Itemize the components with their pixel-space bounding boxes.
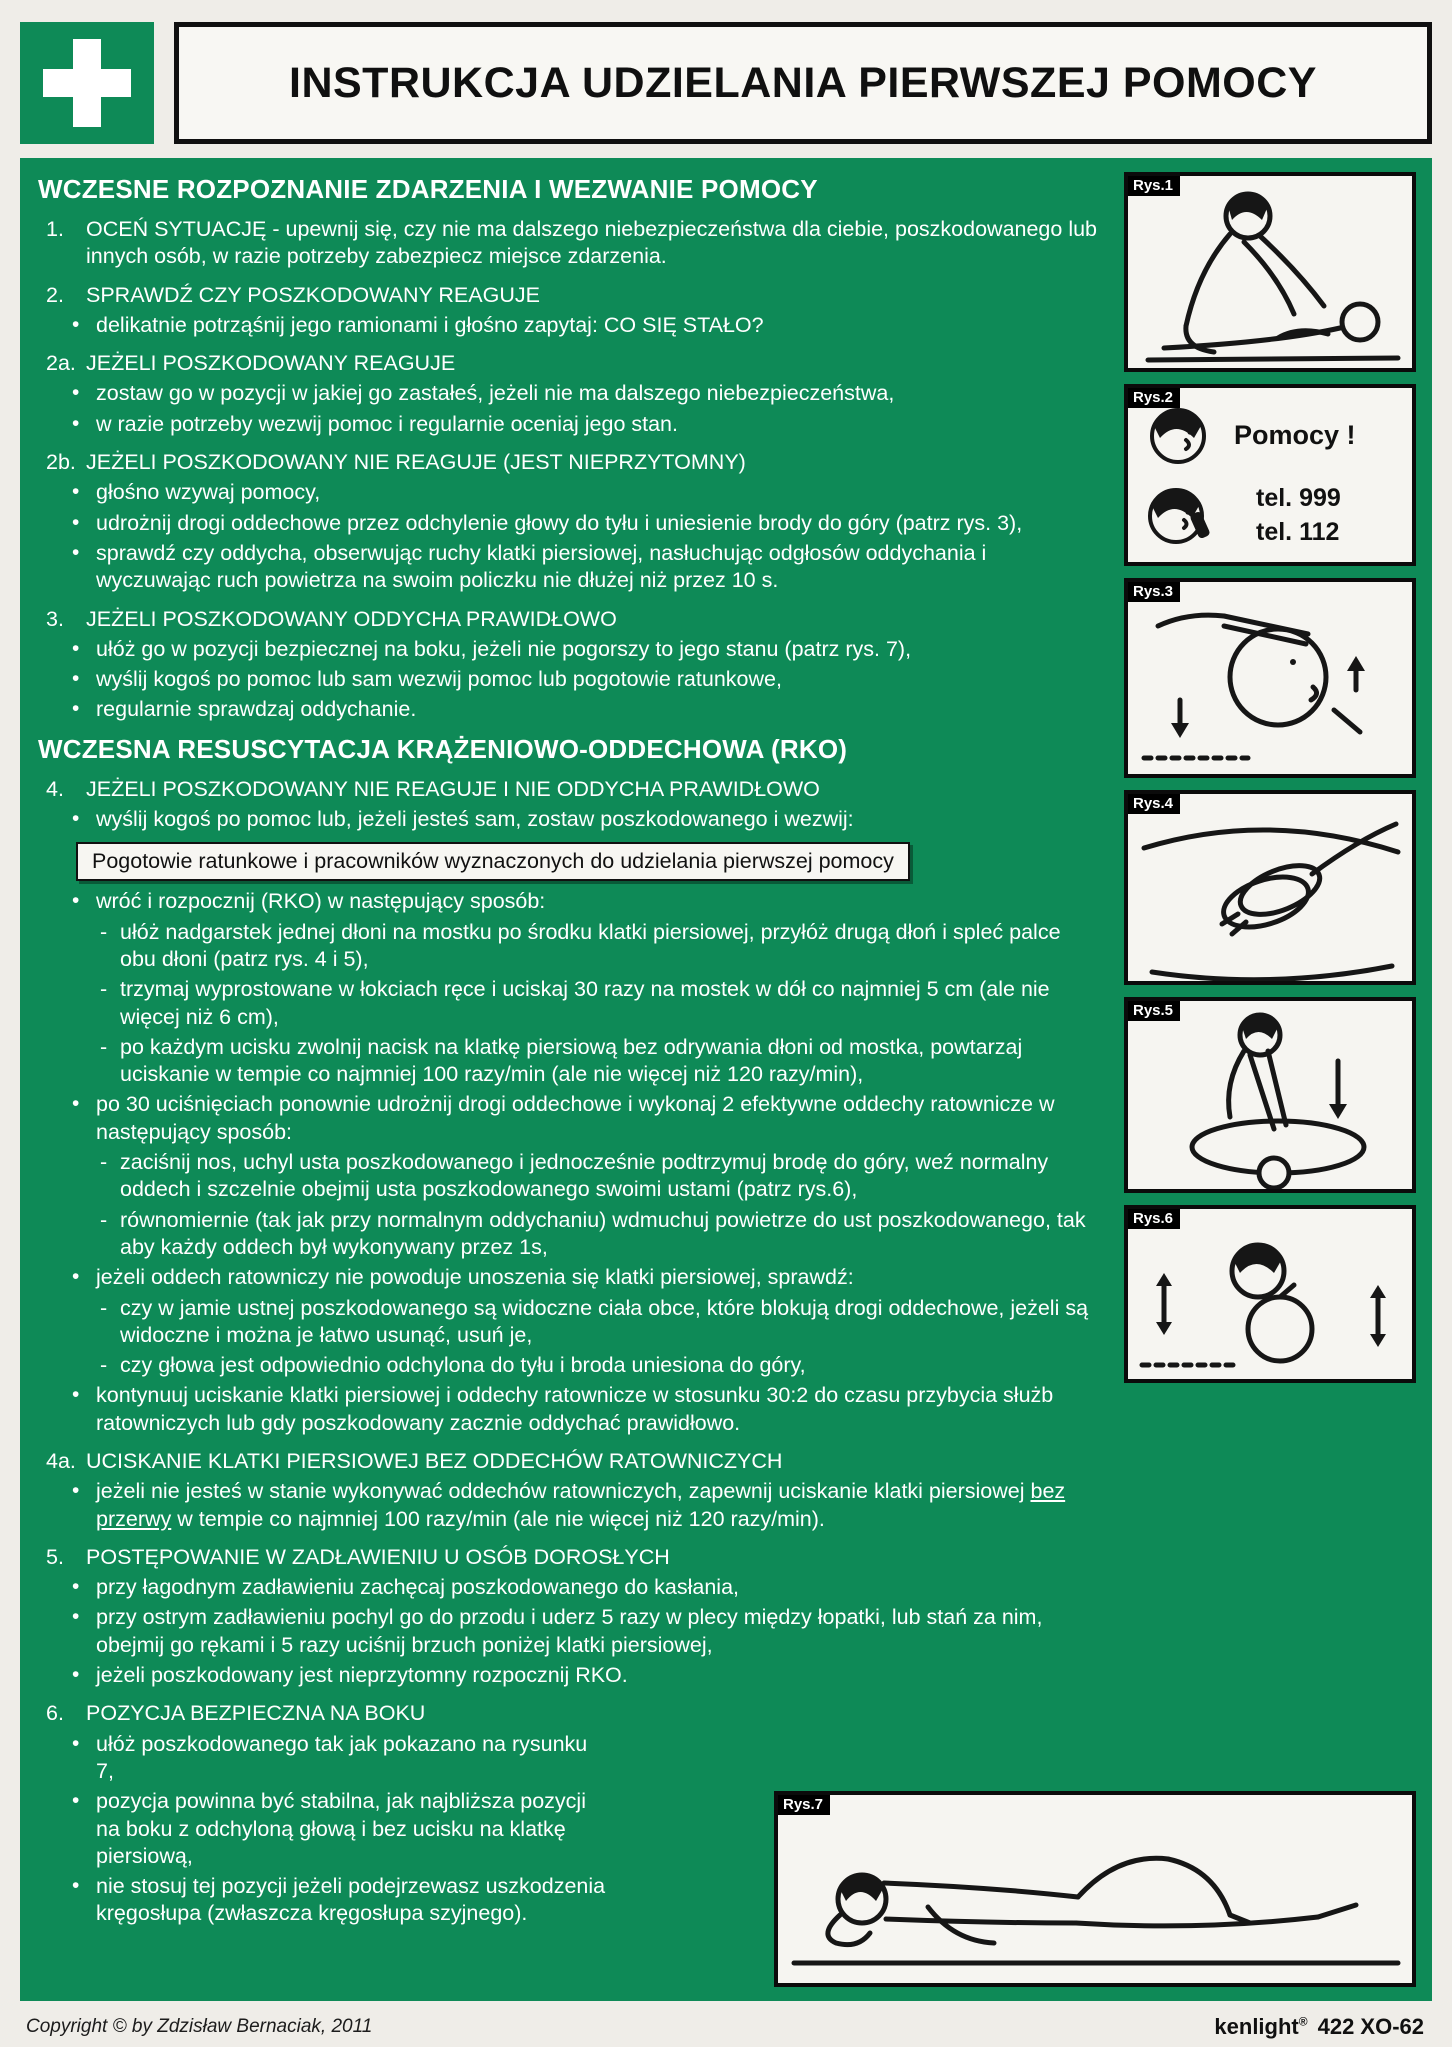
bullet-text: przy łagodnym zadławieniu zachęcaj poszkodowanego do kasłania, [96, 1575, 740, 1600]
bullet-item [38, 636, 1100, 663]
bullet-text: w razie potrzeby wezwij pomoc i regularnie oceniaj jego stan. [96, 411, 678, 436]
bullet-item [38, 888, 1100, 915]
numbered-item [38, 216, 1100, 271]
help-callout: Pomocy ! [1234, 420, 1356, 450]
poster-footer [20, 2001, 1432, 2047]
item-number: 4a. [46, 1448, 76, 1473]
bullet-marker: • [72, 381, 80, 405]
numbered-item [38, 449, 1100, 476]
numbered-item [38, 776, 1100, 803]
bullet-marker: • [72, 636, 80, 660]
bullet-marker: • [72, 1092, 80, 1116]
bullet-text: jeżeli oddech ratowniczy nie powoduje unoszenia się klatki piersiowej, sprawdź: [96, 1265, 854, 1290]
bullet-item [38, 1604, 1100, 1659]
bullet-marker: - [100, 977, 108, 1002]
bullet-marker: - [100, 1295, 108, 1320]
first-aid-cross-box [20, 22, 154, 144]
sub-item [38, 1034, 1100, 1089]
bullet-marker: • [72, 1874, 80, 1898]
item-title: OCEŃ SYTUACJĘ - upewnij się, czy nie ma dalszego niebezpieczeństwa dla ciebie, poszkodowanego lub innych osób, w razie potrzeby zabezpiecz miejsce zdarzenia. [86, 217, 1098, 269]
tel-112: tel. 112 [1256, 517, 1340, 546]
bullet-item [38, 411, 1100, 438]
bullet-text: czy głowa jest odpowiednio odchylona do tyłu i broda uniesiona do góry, [120, 1353, 806, 1378]
figure-label: Rys.2 [1128, 388, 1180, 408]
item-title: POZYCJA BEZPIECZNA NA BOKU [86, 1701, 426, 1726]
bullet-text: sprawdź czy oddycha, obserwując ruchy klatki piersiowej, nasłuchując odgłosów oddychania i wyczuwając ruch powietrza na swoim policzku nie dłużej niż przez 10 s. [96, 540, 987, 593]
bullet-marker: • [72, 411, 80, 435]
figure-rys6 [1124, 1205, 1416, 1383]
bullet-text: wyślij kogoś po pomoc lub sam wezwij pomoc lub pogotowie ratunkowe, [96, 667, 782, 692]
bullet-item [38, 1662, 1100, 1689]
callout-box: Pogotowie ratunkowe i pracowników wyznaczonych do udzielania pierwszej pomocy [76, 842, 910, 881]
bullet-text: równomiernie (tak jak przy normalnym oddychaniu) wdmuchuj powietrze do ust poszkodowanego, tak aby każdy oddech był wykonywany przez 1s, [120, 1207, 1086, 1259]
bullet-marker: - [100, 1353, 108, 1378]
bullet-marker: • [72, 889, 80, 913]
rys3-illustration-icon [1128, 582, 1412, 774]
bullet-marker: - [100, 1150, 108, 1175]
bullet-text: trzymaj wyprostowane w łokciach ręce i uciskaj 30 razy na mostek w dół co najmniej 5 cm (ale nie więcej niż 6 cm), [120, 977, 1050, 1029]
copyright-text: Copyright © by Zdzisław Bernaciak, 2011 [26, 2016, 373, 2037]
bullet-marker: - [100, 1207, 108, 1232]
title-box [174, 22, 1432, 144]
figure-label: Rys.1 [1128, 176, 1180, 196]
tel-999: tel. 999 [1256, 484, 1341, 512]
bullet-item [38, 479, 1100, 506]
item-number: 2. [46, 282, 64, 307]
product-code: 422 XO-62 [1317, 2014, 1424, 2039]
item-title: UCISKANIE KLATKI PIERSIOWEJ BEZ ODDECHÓW RATOWNICZYCH [86, 1448, 783, 1473]
bullet-text: głośno wzywaj pomocy, [96, 480, 321, 505]
figure-rys7 [774, 1791, 1416, 1987]
section-heading: WCZESNE ROZPOZNANIE ZDARZENIA I WEZWANIE POMOCY [38, 174, 818, 204]
bullet-item [38, 1091, 1100, 1146]
bullet-text: wróć i rozpocznij (RKO) w następujący sposób: [96, 889, 546, 914]
item-title: JEŻELI POSZKODOWANY REAGUJE [86, 351, 456, 376]
sub-item [38, 1207, 1100, 1262]
item-title: JEŻELI POSZKODOWANY NIE REAGUJE I NIE ODDYCHA PRAWIDŁOWO [86, 776, 820, 801]
item-title: POSTĘPOWANIE W ZADŁAWIENIU U OSÓB DOROSŁYCH [86, 1544, 670, 1569]
sub-item [38, 1149, 1100, 1204]
figure-column [1124, 172, 1416, 1383]
bullet-marker: • [72, 540, 80, 564]
bullet-text: wyślij kogoś po pomoc lub, jeżeli jesteś sam, zostaw poszkodowanego i wezwij: [96, 807, 854, 832]
bullet-marker: • [72, 1575, 80, 1599]
item-number: 4. [46, 776, 64, 801]
figure-rys1 [1124, 172, 1416, 372]
numbered-item [38, 350, 1100, 377]
figure-rys3 [1124, 578, 1416, 778]
bullet-text: delikatnie potrząśnij jego ramionami i głośno zapytaj: CO SIĘ STAŁO? [96, 312, 764, 337]
bullet-item [38, 510, 1100, 537]
figure-label: Rys.7 [778, 1795, 830, 1815]
numbered-item [38, 1544, 1100, 1571]
item-number: 2a. [46, 351, 76, 376]
item-title: JEŻELI POSZKODOWANY NIE REAGUJE (JEST NIEPRZYTOMNY) [86, 450, 746, 475]
figure-rys4 [1124, 790, 1416, 985]
numbered-item [38, 1700, 1100, 1727]
bullet-text: przy ostrym zadławieniu pochyl go do przodu i uderz 5 razy w plecy między łopatki, lub stań za nim, obejmij go rękami i 5 razy uciśnij brzuch poniżej klatki piersiowej, [96, 1605, 1043, 1657]
bullet-text: ułóż go w pozycji bezpiecznej na boku, jeżeli nie pogorszy to jego stanu (patrz rys. 7), [96, 636, 912, 661]
sub-item [38, 919, 1100, 974]
bullet-marker: • [72, 480, 80, 504]
bullet-item [38, 380, 1100, 407]
bullet-text: jeżeli nie jesteś w stanie wykonywać oddechów ratowniczych, zapewnij uciskanie klatki piersiowej bez przerwy w tempie co najmniej 100 razy/min (ale nie więcej niż 120 razy/min). [96, 1479, 1066, 1531]
section-heading: WCZESNA RESUSCYTACJA KRĄŻENIOWO-ODDECHOWA (RKO) [38, 733, 848, 764]
figure-label: Rys.4 [1128, 794, 1180, 814]
numbered-item [38, 606, 1100, 633]
bullet-marker: - [100, 1034, 108, 1059]
figure-label: Rys.6 [1128, 1209, 1180, 1229]
bullet-item [38, 1574, 1100, 1601]
bullet-item [38, 1382, 1100, 1437]
rys7-illustration-icon [778, 1795, 1412, 1983]
rys4-illustration-icon [1128, 794, 1412, 981]
rys5-illustration-icon [1128, 1001, 1412, 1189]
bullet-marker: • [72, 312, 80, 336]
bullet-text: zaciśnij nos, uchyl usta poszkodowanego i jednocześnie podtrzymuj brodę do góry, weź normalny oddech i szczelnie obejmij usta poszkodowanego swoimi ustami (patrz rys.6), [120, 1150, 1049, 1202]
bullet-marker: • [72, 1479, 80, 1503]
numbered-item [38, 1448, 1100, 1475]
bullet-text: ułóż poszkodowanego tak jak pokazano na rysunku 7, [96, 1731, 588, 1783]
bullet-item [38, 1731, 1100, 1786]
item-number: 3. [46, 606, 64, 631]
figure-label: Rys.3 [1128, 582, 1180, 602]
bullet-text: po każdym ucisku zwolnij nacisk na klatkę piersiową bez odrywania dłoni od mostka, powtarzaj uciskanie w tempie co najmniej 100 razy/min (ale nie więcej niż 120 razy/min), [120, 1034, 1023, 1087]
content-column [38, 174, 1100, 1928]
bullet-marker: • [72, 1663, 80, 1687]
bullet-item [38, 806, 1100, 833]
bullet-text: kontynuuj uciskanie klatki piersiowej i oddechy ratownicze w stosunku 30:2 do czasu przybycia służb ratowniczych lub gdy poszkodowany zacznie oddychać prawidłowo. [96, 1383, 1054, 1435]
figure-rys5 [1124, 997, 1416, 1193]
bullet-marker: - [100, 919, 108, 944]
item-number: 1. [46, 217, 64, 241]
item-number: 6. [46, 1701, 64, 1726]
bullet-item [38, 1264, 1100, 1291]
bullet-text: nie stosuj tej pozycji jeżeli podejrzewasz uszkodzenia kręgosłupa (zwłaszcza kręgosłupa szyjnego). [96, 1874, 606, 1926]
item-number: 5. [46, 1544, 64, 1569]
bullet-marker: • [72, 807, 80, 831]
poster-title: INSTRUKCJA UDZIELANIA PIERWSZEJ POMOCY [289, 58, 1317, 107]
sub-item [38, 976, 1100, 1031]
numbered-item [38, 282, 1100, 309]
bullet-text: jeżeli poszkodowany jest nieprzytomny rozpocznij RKO. [96, 1663, 628, 1688]
bullet-item [38, 666, 1100, 693]
bullet-text: czy w jamie ustnej poszkodowanego są widoczne ciała obce, które blokują drogi oddechowe, jeżeli są widoczne i można je łatwo usunąć, usuń je, [120, 1295, 1089, 1347]
bullet-text: ułóż nadgarstek jednej dłoni na mostku po środku klatki piersiowej, przyłóż drugą dłoń i spleć palce obu dłoni (patrz rys. 4 i 5), [120, 919, 1061, 971]
figure-label: Rys.5 [1128, 1001, 1180, 1021]
bullet-text: zostaw go w pozycji w jakiej go zastałeś, jeżeli nie ma dalszego niebezpieczeństwa, [96, 381, 895, 406]
bullet-item [38, 1478, 1100, 1533]
item-title: SPRAWDŹ CZY POSZKODOWANY REAGUJE [86, 282, 540, 307]
brand-mark [1214, 2014, 1424, 2040]
item-title: JEŻELI POSZKODOWANY ODDYCHA PRAWIDŁOWO [86, 606, 617, 631]
bullet-text: pozycja powinna być stabilna, jak najbliższa pozycji na boku z odchyloną głową i bez ucisku na klatkę piersiową, [96, 1789, 586, 1868]
bullet-item [38, 696, 1100, 723]
bullet-marker: • [72, 1605, 80, 1629]
emergency-phone-numbers [1256, 482, 1341, 550]
bullet-marker: • [72, 697, 80, 721]
bullet-marker: • [72, 1731, 80, 1755]
bullet-item [38, 312, 1100, 339]
bullet-marker: • [72, 1383, 80, 1407]
poster-header [20, 22, 1432, 144]
sub-item [38, 1295, 1100, 1350]
brand-name: kenlight [1214, 2014, 1299, 2039]
first-aid-cross-icon [43, 39, 131, 127]
bullet-text: po 30 uciśnięciach ponownie udrożnij drogi oddechowe i wykonaj 2 efektywne oddechy ratownicze w następujący sposób: [96, 1092, 1055, 1144]
sub-item [38, 1352, 1100, 1379]
bullet-marker: • [72, 667, 80, 691]
item-number: 2b. [46, 450, 76, 475]
bullet-marker: • [72, 510, 80, 534]
registered-mark: ® [1298, 2014, 1308, 2029]
rys6-illustration-icon [1128, 1209, 1412, 1379]
instruction-panel [20, 158, 1432, 2001]
bullet-text: regularnie sprawdzaj oddychanie. [96, 697, 417, 722]
rys1-illustration-icon [1128, 176, 1412, 368]
bullet-item [38, 540, 1100, 595]
bullet-text: udrożnij drogi oddechowe przez odchylenie głowy do tyłu i uniesienie brody do góry (patrz rys. 3), [96, 510, 1023, 535]
bullet-marker: • [72, 1789, 80, 1813]
figure-rys2 [1124, 384, 1416, 566]
bullet-marker: • [72, 1265, 80, 1289]
